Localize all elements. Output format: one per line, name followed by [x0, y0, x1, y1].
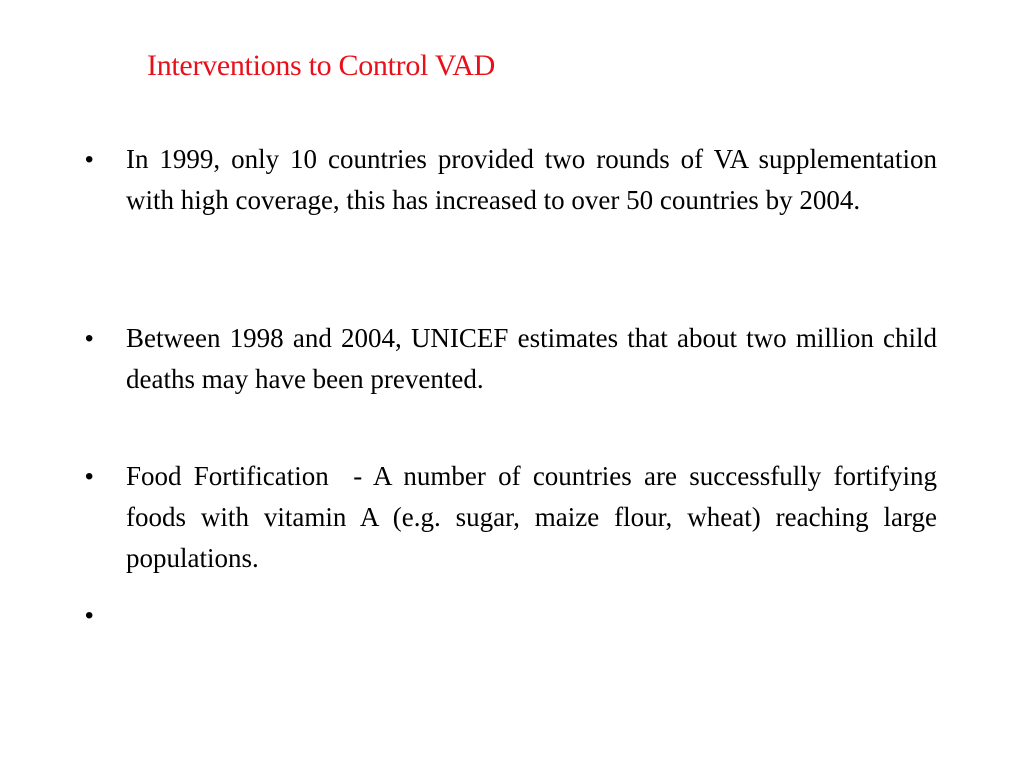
bullet-icon: •	[85, 325, 94, 352]
bullet-icon: •	[85, 146, 94, 173]
bullet-item-vitamin-a-supplementation	[85, 139, 937, 262]
bullet-list	[85, 139, 937, 636]
bullet-text: Food Fortification - A number of countries are successfully fortifying foods with vitamin A (e.g. sugar, maize flour, wheat) reaching large populations.	[126, 461, 937, 573]
bullet-icon: •	[85, 602, 94, 629]
bullet-text: Between 1998 and 2004, UNICEF estimates that about two million child deaths may have been prevented.	[126, 323, 937, 394]
bullet-item-food-fortification	[85, 456, 937, 579]
bullet-item-empty	[85, 595, 937, 636]
bullet-icon: •	[85, 463, 94, 490]
bullet-text: In 1999, only 10 countries provided two rounds of VA supplementation with high coverage, this has increased to over 50 countries by 2004.	[126, 144, 937, 215]
bullet-item-unicef-estimate	[85, 318, 937, 400]
slide-title: Interventions to Control VAD	[147, 49, 495, 82]
